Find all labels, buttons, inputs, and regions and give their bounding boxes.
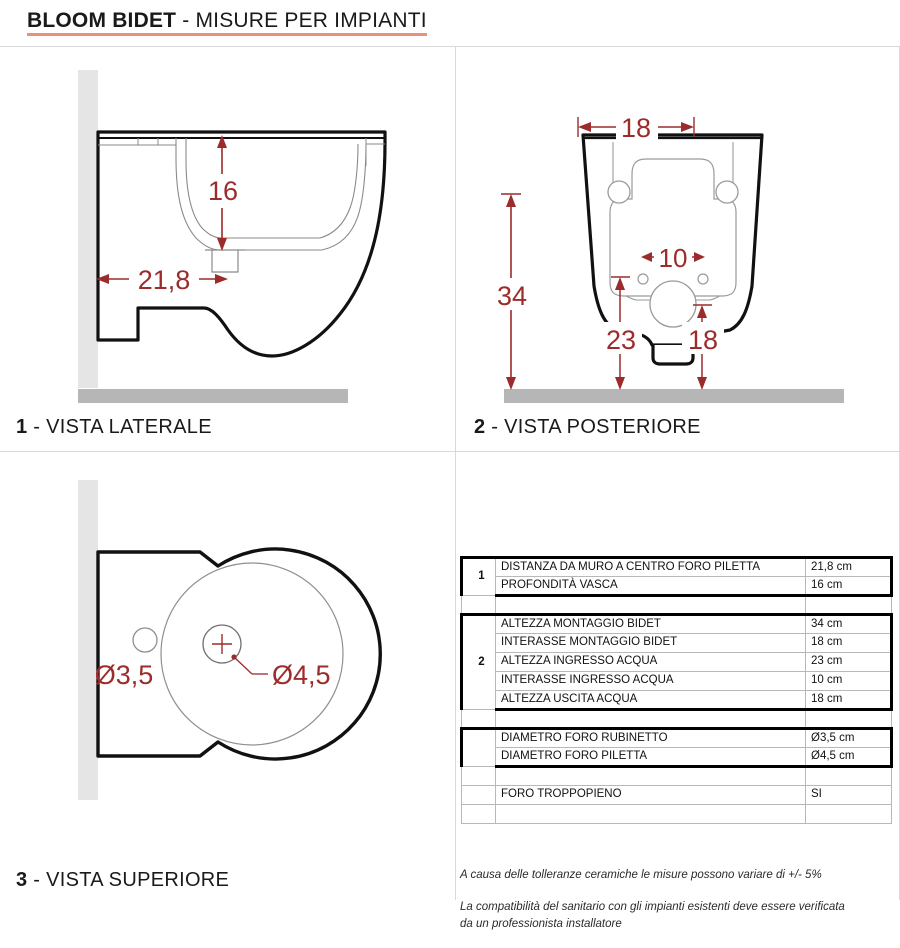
caption-number-2: 2 <box>474 416 486 438</box>
spec-desc: INTERASSE INGRESSO ACQUA <box>496 672 806 691</box>
spacer-cell <box>462 710 496 729</box>
table-row <box>462 691 892 710</box>
table-row <box>462 558 892 577</box>
spacer-cell <box>496 767 806 786</box>
caption-label-2: VISTA POSTERIORE <box>504 416 701 438</box>
dimension-label-inlet-spacing: 10 <box>658 243 688 273</box>
spec-desc: DIAMETRO FORO RUBINETTO <box>496 729 806 748</box>
group-index-4 <box>462 786 496 805</box>
floor-strip <box>78 389 348 403</box>
caption-sep-1: - <box>27 416 47 438</box>
group-index-3 <box>462 729 496 767</box>
page-title <box>27 10 900 31</box>
spec-value: 18 cm <box>806 634 892 653</box>
table-row <box>462 615 892 634</box>
spec-value: 18 cm <box>806 691 892 710</box>
dimension-label-drain-hole: Ø4,5 <box>272 660 331 690</box>
page-header <box>0 0 900 48</box>
caption-side-view <box>16 416 212 439</box>
dimension-label-depth: 16 <box>207 176 239 206</box>
table-spacer-row <box>462 596 892 615</box>
spec-value: 34 cm <box>806 615 892 634</box>
spacer-cell <box>806 767 892 786</box>
spacer-cell <box>806 710 892 729</box>
dimension-label-wall-to-drain: 21,8 <box>137 265 191 295</box>
dimension-label-inlet-height: 23 <box>605 325 637 355</box>
mounting-hole-left <box>608 181 630 203</box>
table-row <box>462 729 892 748</box>
spacer-cell <box>496 710 806 729</box>
note-installer: La compatibilità del sanitario con gli impianti esistenti deve essere verificata da un professionista installatore <box>460 901 845 930</box>
footer-notes <box>460 867 890 948</box>
spacer-cell <box>806 596 892 615</box>
wall-block <box>78 480 98 800</box>
note-tolerance: A causa delle tolleranze ceramiche le misure possono variare di +/- 5% <box>460 869 822 881</box>
spec-value: 16 cm <box>806 577 892 596</box>
spec-desc: DISTANZA DA MURO A CENTRO FORO PILETTA <box>496 558 806 577</box>
table-row <box>462 653 892 672</box>
spec-value: 23 cm <box>806 653 892 672</box>
mounting-hole-right <box>716 181 738 203</box>
caption-top-view <box>16 869 229 892</box>
wall-block <box>78 70 98 388</box>
rear-view-drawing <box>456 46 900 416</box>
spec-desc: ALTEZZA INGRESSO ACQUA <box>496 653 806 672</box>
spec-desc: ALTEZZA USCITA ACQUA <box>496 691 806 710</box>
spacer-cell <box>462 767 496 786</box>
spec-desc: INTERASSE MONTAGGIO BIDET <box>496 634 806 653</box>
caption-sep-2: - <box>485 416 505 438</box>
spec-value: 10 cm <box>806 672 892 691</box>
spec-desc: ALTEZZA MONTAGGIO BIDET <box>496 615 806 634</box>
dimension-label-tap-hole: Ø3,5 <box>94 660 154 690</box>
title-underline-rule <box>27 33 427 36</box>
dimension-label-outlet-height: 18 <box>687 325 719 355</box>
spec-table <box>460 556 893 824</box>
spec-desc: DIAMETRO FORO PILETTA <box>496 748 806 767</box>
table-row <box>462 577 892 596</box>
table-spacer-row <box>462 805 892 824</box>
page-title-product: BLOOM BIDET <box>27 9 177 32</box>
group-index-2: 2 <box>462 615 496 710</box>
top-view-drawing <box>0 452 455 872</box>
spacer-cell <box>462 596 496 615</box>
page-title-subtitle: - MISURE PER IMPIANTI <box>176 9 427 32</box>
spec-table-wrap <box>460 556 890 824</box>
drain-hole <box>650 281 696 327</box>
floor-strip <box>504 389 844 403</box>
spacer-cell <box>806 805 892 824</box>
spec-value: Ø4,5 cm <box>806 748 892 767</box>
spacer-cell <box>496 805 806 824</box>
spec-desc: PROFONDITÀ VASCA <box>496 577 806 596</box>
spec-desc: FORO TROPPOPIENO <box>496 786 806 805</box>
table-row <box>462 634 892 653</box>
spacer-cell <box>496 596 806 615</box>
panel-top-view <box>0 452 455 900</box>
caption-sep-3: - <box>27 869 47 891</box>
spec-value: Ø3,5 cm <box>806 729 892 748</box>
bidet-top-outline <box>98 549 380 759</box>
spacer-cell <box>462 805 496 824</box>
panel-spec-table <box>456 452 900 930</box>
dimension-mount-spacing-18 <box>578 46 900 143</box>
views-grid <box>0 46 900 930</box>
table-row <box>462 672 892 691</box>
caption-number-1: 1 <box>16 416 28 438</box>
table-spacer-row <box>462 767 892 786</box>
panel-side-view <box>0 46 455 451</box>
dimension-mount-height-34 <box>490 194 534 390</box>
tap-hole <box>133 628 157 652</box>
table-row <box>462 786 892 805</box>
caption-rear-view <box>474 416 701 439</box>
caption-label-1: VISTA LATERALE <box>46 416 212 438</box>
panel-rear-view <box>456 46 900 451</box>
dimension-label-mount-height: 34 <box>496 281 528 311</box>
side-view-drawing <box>0 46 455 416</box>
dimension-label-mount-spacing: 18 <box>620 113 652 143</box>
caption-label-3: VISTA SUPERIORE <box>46 869 230 891</box>
spec-value: 21,8 cm <box>806 558 892 577</box>
spec-value: SI <box>806 786 892 805</box>
table-spacer-row <box>462 710 892 729</box>
water-inlet-hole-left <box>638 274 648 284</box>
table-row <box>462 748 892 767</box>
bidet-outer-profile <box>98 132 385 356</box>
group-index-1: 1 <box>462 558 496 596</box>
water-inlet-hole-right <box>698 274 708 284</box>
caption-number-3: 3 <box>16 869 28 891</box>
